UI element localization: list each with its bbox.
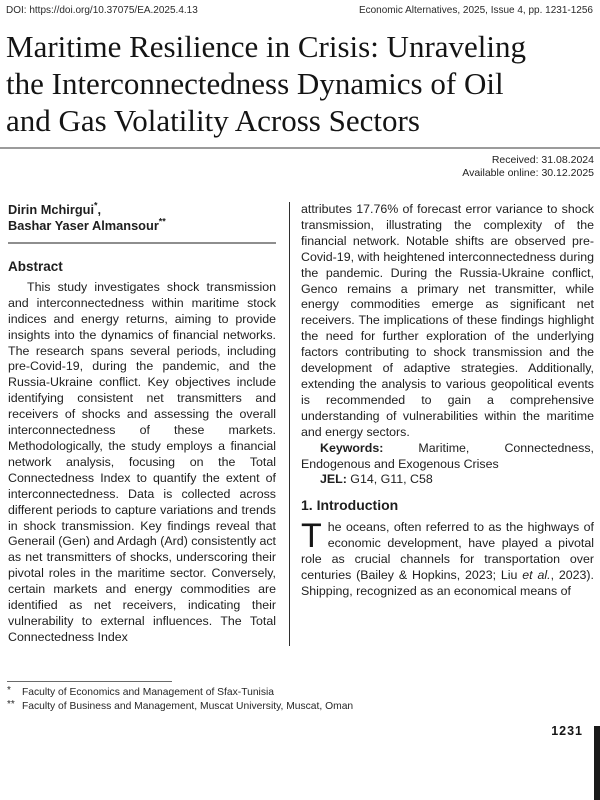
journal-citation: Economic Alternatives, 2025, Issue 4, pp. 1231-1256 bbox=[358, 5, 593, 16]
footnote-divider bbox=[7, 681, 172, 682]
authors-block bbox=[8, 202, 276, 233]
introduction-paragraph bbox=[301, 517, 594, 600]
footnote-2-mark: ** bbox=[7, 698, 15, 710]
intro-text-start: he oceans, often referred to as the highways of economic development, have played a pivotal role as crucial channels for transportation over centuries (Bailey & Hopkins, 2023; Liu bbox=[301, 520, 594, 582]
footnote-1-text: Faculty of Economics and Management of Sfax-Tunisia bbox=[22, 687, 275, 698]
title-line-2: the Interconnectedness Dynamics of Oil bbox=[6, 66, 504, 101]
right-column bbox=[289, 202, 594, 646]
page-number: 1231 bbox=[551, 724, 583, 738]
footnotes-block bbox=[7, 681, 590, 713]
footnote-2 bbox=[7, 700, 590, 714]
keywords-line bbox=[301, 441, 594, 473]
title-line-3: and Gas Volatility Across Sectors bbox=[6, 103, 420, 138]
abstract-heading: Abstract bbox=[8, 259, 63, 274]
author-2 bbox=[8, 218, 276, 234]
page-edge-bar bbox=[594, 726, 600, 800]
drop-cap: T bbox=[301, 517, 322, 556]
introduction-heading: 1. Introduction bbox=[301, 497, 399, 514]
available-online-date: Available online: 30.12.2025 bbox=[462, 167, 594, 179]
author-1-affiliation-mark: * bbox=[94, 200, 98, 211]
intro-text-end: , 2023). Shipping, recognized as an economical means of bbox=[301, 567, 594, 598]
footnote-1-mark: * bbox=[7, 685, 11, 696]
page-header bbox=[0, 0, 600, 17]
dates-block bbox=[0, 149, 600, 180]
et-al-italic: et al. bbox=[522, 567, 551, 582]
abstract-paragraph-col1: This study investigates shock transmission and interconnectedness within maritime stock indices and energy returns, aiming to provide insights into the dynamics of financial networks. The research spans several periods, including pre-Covid-19, during the pandemic, and the Russia-Ukraine conflict. Key objectives include identifying consistent net transmitters and receivers of shocks and assessing the overall interconnectedness of these markets. Methodologically, the study employs a financial network analysis, focusing on the Total Connectedness Index to quantify the extent of interconnectedness. Data is collected across different periods to capture variations and trends in shock transmission. Key findings reveal that Generail (Gen) and Ardagh (Ard) consistently act as net transmitters of shocks, underscoring their pivotal roles in the maritime sector. Conversely, certain markets and energy commodities are identified as net receivers, indicating their vulnerability to external influences. The Total Connectedness Index bbox=[8, 279, 276, 644]
left-column bbox=[8, 202, 289, 646]
jel-line bbox=[301, 472, 594, 488]
author-2-name: Bashar Yaser Almansour bbox=[8, 217, 159, 233]
article-title bbox=[6, 28, 594, 139]
jel-label: JEL: bbox=[320, 472, 347, 487]
doi-text: DOI: https://doi.org/10.37075/EA.2025.4.13 bbox=[6, 5, 198, 16]
author-1 bbox=[8, 202, 276, 218]
footnote-1 bbox=[7, 686, 590, 700]
title-line-1: Maritime Resilience in Crisis: Unraveling bbox=[6, 29, 527, 64]
keywords-label: Keywords: bbox=[320, 440, 384, 455]
abstract-paragraph-col2: attributes 17.76% of forecast error variance to shock transmission, illustrating the complexity of the financial network. Notable shifts are observed pre-Covid-19, with heightened interconnectedness during the pandemic. During the Russia-Ukraine conflict, Genco remains a primary net transmitter, while energy commodities emerge as significant net receivers. The implications of these findings highlight the need for further exploration of the underlying factors contributing to shock transmission and the development of adaptive strategies. Additionally, extending the analysis to various geopolitical events is recommended to gain a comprehensive understanding of vulnerabilities within the maritime and energy sectors. bbox=[301, 202, 594, 439]
author-1-name: Dirin Mchirgui bbox=[8, 202, 95, 217]
jel-text: G14, G11, C58 bbox=[346, 472, 433, 487]
keywords-text: Maritime, Connectedness, Endogenous and Exogenous Crises bbox=[301, 440, 594, 471]
received-date: Received: 31.08.2024 bbox=[491, 154, 594, 166]
author-1-separator: , bbox=[97, 202, 102, 217]
footnote-2-text: Faculty of Business and Management, Muscat University, Muscat, Oman bbox=[22, 700, 354, 712]
author-2-affiliation-mark: ** bbox=[158, 216, 166, 227]
two-column-body bbox=[8, 202, 594, 646]
authors-divider bbox=[8, 242, 276, 244]
